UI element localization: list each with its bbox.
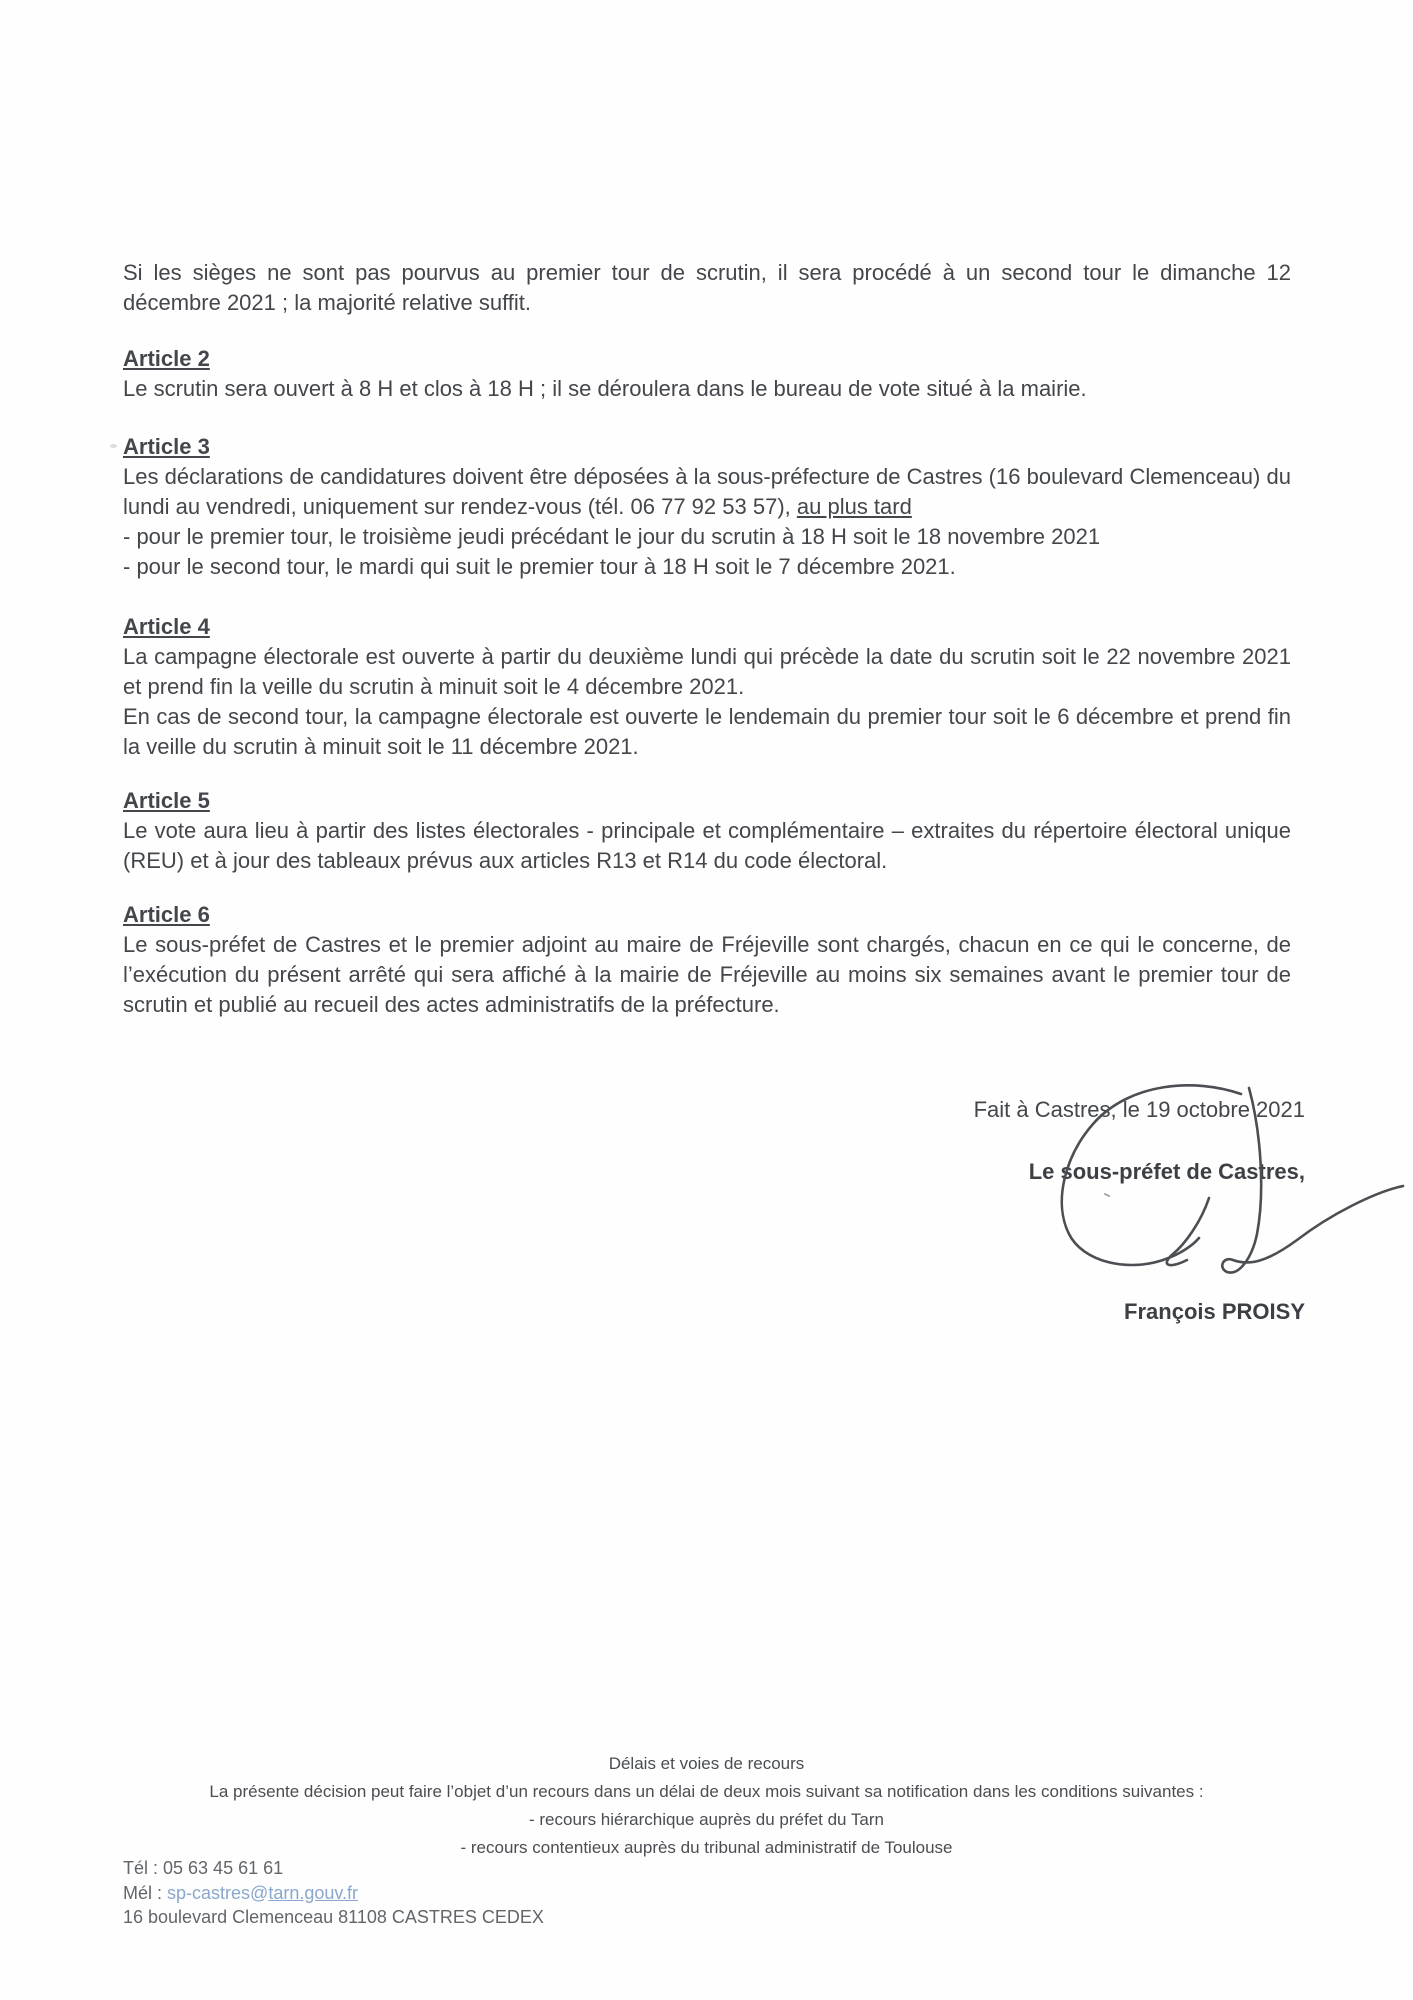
address-line: 16 boulevard Clemenceau 81108 CASTRES CEDEX	[123, 1907, 544, 1927]
article-3-bullet-2: - pour le second tour, le mardi qui suit le premier tour à 18 H soit le 7 décembre 2021.	[123, 554, 956, 579]
intro-paragraph: Si les sièges ne sont pas pourvus au premier tour de scrutin, il sera procédé à un second tour le dimanche 12 décembre 2021 ; la majorité relative suffit.	[123, 260, 1291, 315]
article-3-body-start: Les déclarations de candidatures doivent être déposées à la sous-préfecture de Castres (16 boulevard Clemenceau) du lundi au vendredi, uniquement sur rendez-vous (tél. 06 77 92 53 57),	[123, 464, 1291, 519]
signatory-title: Le sous-préfet de Castres,	[1028, 1159, 1305, 1184]
contact-block	[123, 1856, 544, 1930]
email-line	[123, 1881, 544, 1906]
article-6	[123, 900, 1291, 1020]
article-5-body: Le vote aura lieu à partir des listes électorales - principale et complémentaire – extraites du répertoire électoral unique (REU) et à jour des tableaux prévus aux articles R13 et R14 du code électoral.	[123, 818, 1291, 873]
appeal-notice-line-1: La présente décision peut faire l’objet d’un recours dans un délai de deux mois suivant sa notification dans les conditions suivantes :	[209, 1782, 1204, 1801]
email-label: Mél :	[123, 1882, 168, 1903]
article-2-body: Le scrutin sera ouvert à 8 H et clos à 18 H ; il se déroulera dans le bureau de vote situé à la mairie.	[123, 376, 1087, 401]
scan-artifact-speck	[110, 444, 117, 448]
article-5-heading: Article 5	[123, 788, 210, 813]
email-link[interactable]	[167, 1883, 358, 1903]
handwritten-signature	[1035, 1072, 1413, 1287]
appeal-notice-line-2: - recours hiérarchique auprès du préfet du Tarn	[529, 1810, 884, 1829]
article-3	[123, 432, 1291, 582]
article-3-heading: Article 3	[123, 434, 210, 459]
article-3-bullet-1: - pour le premier tour, le troisième jeudi précédant le jour du scrutin à 18 H soit le 18 novembre 2021	[123, 524, 1101, 549]
article-4	[123, 612, 1291, 762]
article-4-heading: Article 4	[123, 614, 210, 639]
article-6-body: Le sous-préfet de Castres et le premier adjoint au maire de Fréjeville sont chargés, chacun en ce qui le concerne, de l’exécution du présent arrêté qui sera affiché à la mairie de Fréjeville au moins six semaines avant le premier tour de scrutin et publié au recueil des actes administratifs de la préfecture.	[123, 932, 1291, 1017]
article-2-heading: Article 2	[123, 346, 210, 371]
appeal-notice	[0, 1750, 1413, 1862]
place-and-date: Fait à Castres, le 19 octobre 2021	[973, 1097, 1305, 1122]
article-2	[123, 344, 1291, 404]
email-link-user[interactable]: sp-castres@	[167, 1882, 269, 1903]
article-5	[123, 786, 1291, 876]
email-link-domain[interactable]: tarn.gouv.fr	[268, 1882, 359, 1903]
appeal-notice-title: Délais et voies de recours	[608, 1754, 805, 1773]
article-3-body	[123, 462, 1291, 522]
phone-line: Tél : 05 63 45 61 61	[123, 1858, 284, 1878]
decree-body	[123, 258, 1291, 1020]
article-3-deadline-underlined: au plus tard	[796, 494, 912, 519]
signatory-name: François PROISY	[1124, 1299, 1305, 1324]
article-4-paragraph-2: En cas de second tour, la campagne électorale est ouverte le lendemain du premier tour soit le 6 décembre et prend fin la veille du scrutin à minuit soit le 11 décembre 2021.	[123, 704, 1291, 759]
appeal-notice-line-3: - recours contentieux auprès du tribunal administratif de Toulouse	[460, 1838, 953, 1857]
article-6-heading: Article 6	[123, 902, 210, 927]
article-4-paragraph-1: La campagne électorale est ouverte à partir du deuxième lundi qui précède la date du scrutin soit le 22 novembre 2021 et prend fin la veille du scrutin à minuit soit le 4 décembre 2021.	[123, 644, 1291, 699]
